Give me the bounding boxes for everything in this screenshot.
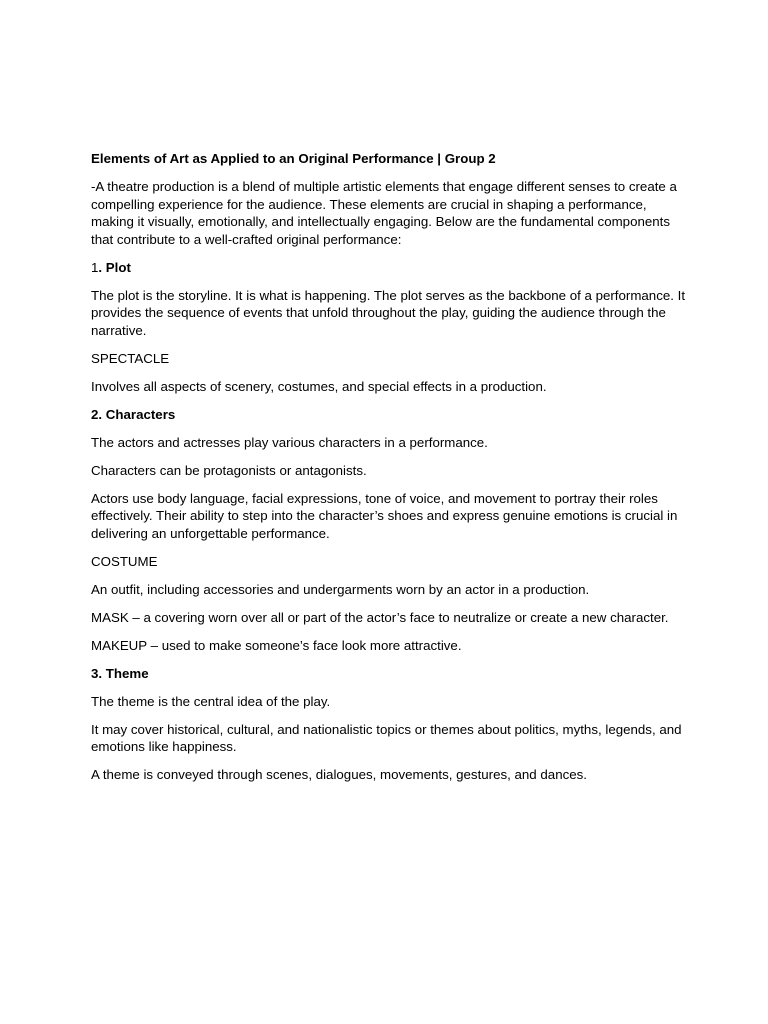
spectacle-paragraph: Involves all aspects of scenery, costumes, and special effects in a production. xyxy=(91,378,547,394)
theme-paragraph-3: A theme is conveyed through scenes, dialogues, movements, gestures, and dances. xyxy=(91,767,587,782)
intro-paragraph: -A theatre production is a blend of multiple artistic elements that engage different senses to create a compelling experience for the audience. These elements are crucial in shaping a performance, making it visually, emotionally, and intellectually engaging. Below are the fundamental components that contribute to a well-crafted original performance: xyxy=(91,179,677,247)
theme-paragraph-1: The theme is the central idea of the play. xyxy=(91,693,331,709)
plot-heading xyxy=(91,259,691,277)
plot-paragraph: The plot is the storyline. It is what is happening. The plot serves as the backbone of a performance. It provides the sequence of events that unfold throughout the play, guiding the audience through the narrative. xyxy=(91,287,686,338)
characters-paragraph-1: The actors and actresses play various characters in a performance. xyxy=(91,434,488,450)
document-title: Elements of Art as Applied to an Original Performance | Group 2 xyxy=(91,151,496,166)
theme-paragraph-2: It may cover historical, cultural, and nationalistic topics or themes about politics, myths, legends, and emotions like happiness. xyxy=(91,721,682,754)
characters-heading: 2. Characters xyxy=(91,406,176,422)
characters-paragraph-2: Characters can be protagonists or antagonists. xyxy=(91,462,367,478)
makeup-definition: MAKEUP – used to make someone’s face look more attractive. xyxy=(91,637,462,653)
costume-definition: An outfit, including accessories and undergarments worn by an actor in a production. xyxy=(91,581,590,597)
mask-definition: MASK – a covering worn over all or part of the actor’s face to neutralize or create a new character. xyxy=(91,609,669,625)
spectacle-heading: SPECTACLE xyxy=(91,350,170,366)
costume-heading: COSTUME xyxy=(91,553,158,569)
theme-heading: 3. Theme xyxy=(91,665,149,681)
plot-heading-label: . Plot xyxy=(98,259,131,275)
plot-heading-number: 1 xyxy=(91,259,99,275)
document-body xyxy=(91,150,691,794)
characters-paragraph-3: Actors use body language, facial expressions, tone of voice, and movement to portray their roles effectively. Their ability to step into the character’s shoes and express genuine emotions is crucial in delivering an unforgettable performance. xyxy=(91,490,678,541)
